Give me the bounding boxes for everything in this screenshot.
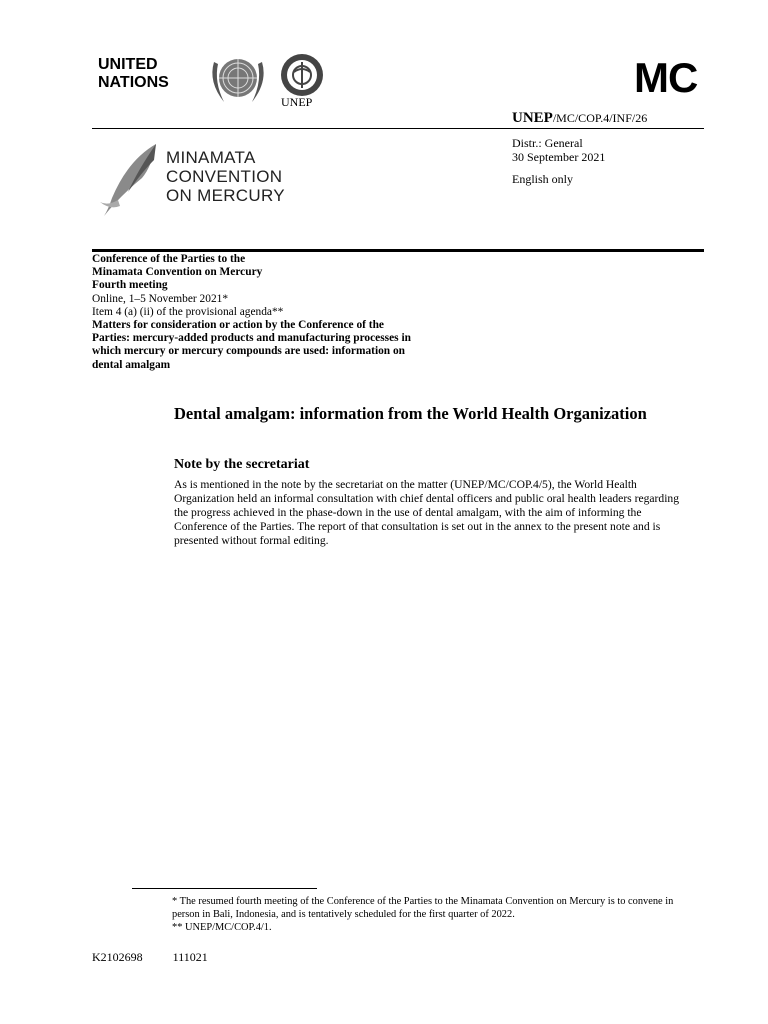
unep-emblem-icon [279,52,325,98]
un-emblem-icon [206,52,270,110]
symbol-prefix: UNEP [512,110,553,126]
logo-line-3: ON MERCURY [166,186,285,205]
minamata-logo-text [166,148,285,205]
meeting-line-2: Minamata Convention on Mercury [92,266,263,279]
header-rule [92,128,704,129]
job-number-block [92,950,208,965]
footnote-2: ** UNEP/MC/COP.4/1. [172,922,272,933]
org-line-1: UNITED [98,56,158,73]
section-rule [92,249,704,252]
language-note: English only [512,172,574,186]
distribution: Distr.: General [512,136,583,150]
document-symbol [512,110,647,126]
footnote-1: * The resumed fourth meeting of the Conference of the Parties to the Minamata Convention on Mercury is to convene in person in Bali, Indonesia, and is tentatively scheduled for the first quarter of 2022. [172,896,674,920]
logo-line-1: MINAMATA [166,148,256,167]
issue-date: 30 September 2021 [512,150,606,164]
meeting-dates: Online, 1–5 November 2021* [92,292,229,305]
footnotes [172,895,702,934]
agenda-matters: Matters for consideration or action by the Conference of the Parties: mercury-added products and manufacturing processes in which mercury or mercury compounds are used: information on dental amalgam [92,319,411,371]
logo-line-2: CONVENTION [166,167,283,186]
footnote-separator [132,888,317,889]
distribution-block [512,136,605,164]
meeting-line-1: Conference of the Parties to the [92,253,246,265]
org-line-2: NATIONS [98,74,169,91]
meeting-line-3: Fourth meeting [92,279,168,292]
series-code: MC [634,54,698,101]
symbol-rest: /MC/COP.4/INF/26 [552,111,648,125]
unep-label: UNEP [281,95,313,109]
job-code: 111021 [172,950,208,964]
agenda-item: Item 4 (a) (ii) of the provisional agenda** [92,305,284,318]
meeting-info [92,253,422,372]
document-title: Dental amalgam: information from the World Health Organization [174,404,647,423]
job-number: K2102698 [92,950,143,964]
note-heading: Note by the secretariat [174,457,310,472]
organization-name [98,56,169,92]
body-paragraph: As is mentioned in the note by the secretariat on the matter (UNEP/MC/COP.4/5), the World Health Organization held an informal consultation with chief dental officers and public oral health leaders regarding the progress achieved in the phase-down in the use of dental amalgam, with the aim of informing the Conference of the Parties. The report of that consultation is set out in the annex to the present note and is presented without formal editing. [174,478,680,547]
